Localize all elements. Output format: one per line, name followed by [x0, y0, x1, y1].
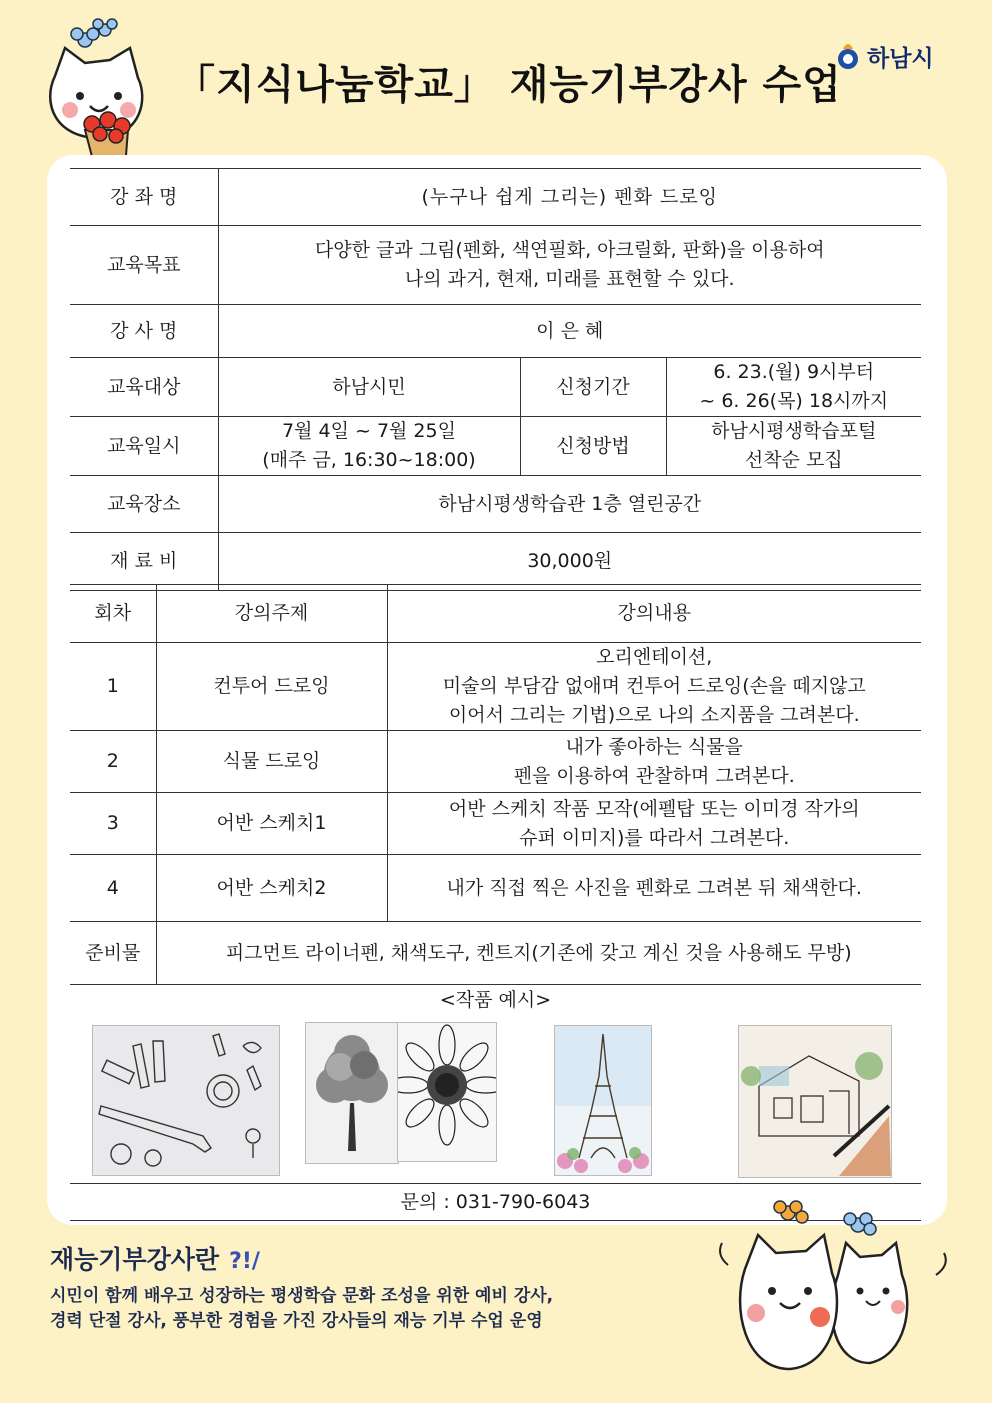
- method-value: [666, 417, 921, 476]
- example-contour-drawing-image: [92, 1025, 280, 1176]
- table-row: [70, 855, 921, 922]
- table-header-row: [70, 585, 921, 643]
- footer-title-mark: ?!/: [229, 1249, 260, 1274]
- place-label: 교육장소: [70, 476, 218, 533]
- datetime-label: 교육일시: [70, 417, 218, 476]
- session-content: [387, 731, 921, 793]
- goal-line: 다양한 글과 그림(펜화, 색연필화, 아크릴화, 판화)을 이용하여: [314, 239, 825, 261]
- examples-label: <작품 예시>: [439, 989, 552, 1011]
- prep-label: 준비물: [70, 922, 156, 985]
- session-number: 1: [70, 643, 156, 731]
- fee-value: 30,000원: [218, 533, 921, 591]
- period-line: ~ 6. 26(목) 18시까지: [699, 390, 889, 412]
- table-row: [70, 417, 921, 476]
- table-row: [70, 533, 921, 591]
- instructor-value: 이 은 혜: [218, 305, 921, 358]
- target-label: 교육대상: [70, 358, 218, 417]
- footer-description-line: 시민이 함께 배우고 성장하는 평생학습 문화 조성을 위한 예비 강사,: [50, 1286, 554, 1306]
- example-sunflower-drawing-image: [397, 1022, 497, 1162]
- contact-info: 문의 : 031-790-6043: [70, 1183, 921, 1221]
- session-topic: 식물 드로잉: [156, 731, 387, 793]
- session-content: [387, 793, 921, 855]
- session-topic: 어반 스케치1: [156, 793, 387, 855]
- footer-title: [50, 1240, 260, 1276]
- content-line: 내가 좋아하는 식물을: [565, 735, 743, 758]
- content-line: 슈퍼 이미지)를 따라서 그려본다.: [519, 826, 790, 849]
- method-line: 하남시평생학습포털: [711, 420, 877, 442]
- topic-header: 강의주제: [156, 585, 387, 643]
- content-line: 오리엔테이션,: [596, 646, 713, 668]
- waving-mascots-illustration: [710, 1195, 960, 1385]
- period-line: 6. 23.(월) 9시부터: [713, 361, 875, 383]
- footer-title-text: 재능기부강사란: [50, 1245, 220, 1274]
- table-row: [70, 358, 921, 417]
- city-logo: [835, 38, 934, 74]
- prep-value: 피그먼트 라이너펜, 채색도구, 켄트지(기존에 갖고 계신 것을 사용해도 무방): [156, 922, 921, 985]
- table-row: [70, 226, 921, 305]
- period-label: 신청기간: [520, 358, 666, 417]
- table-row: [70, 169, 921, 226]
- table-row: [70, 922, 921, 985]
- footer-description-line: 경력 단절 강사, 풍부한 경험을 가진 강사들의 재능 기부 수업 운영: [50, 1311, 543, 1331]
- instructor-label: 강 사 명: [70, 305, 218, 358]
- course-name-value: (누구나 쉽게 그리는) 펜화 드로잉: [218, 169, 921, 226]
- content-line: 어반 스케치 작품 모작(에펠탑 또는 이미경 작가의: [448, 797, 860, 820]
- target-value: 하남시민: [218, 358, 520, 417]
- hanam-logo-icon: [835, 41, 861, 71]
- table-row: [70, 643, 921, 731]
- goal-line: 나의 과거, 현재, 미래를 표현할 수 있다.: [404, 268, 735, 290]
- session-number: 4: [70, 855, 156, 922]
- content-line: 펜을 이용하여 관찰하며 그려본다.: [513, 764, 795, 787]
- place-value: 하남시평생학습관 1층 열린공간: [218, 476, 921, 533]
- table-row: [70, 476, 921, 533]
- session-number: 3: [70, 793, 156, 855]
- mascot-with-flowers-illustration: [30, 18, 170, 168]
- example-urban-sketch-image: [738, 1025, 892, 1178]
- datetime-line: (매주 금, 16:30~18:00): [262, 449, 476, 471]
- example-eiffel-tower-image: [554, 1025, 652, 1176]
- example-tree-drawing-image: [305, 1022, 399, 1164]
- course-name-label: 강 좌 명: [70, 169, 218, 226]
- course-info-table: [70, 168, 921, 591]
- session-topic: 어반 스케치2: [156, 855, 387, 922]
- session-content: [387, 855, 921, 922]
- table-row: [70, 793, 921, 855]
- page-title: 「지식나눔학교」 재능기부강사 수업: [175, 62, 842, 108]
- content-line: 이어서 그리는 기법)으로 나의 소지품을 그려본다.: [448, 704, 860, 726]
- datetime-value: [218, 417, 520, 476]
- content-line: 미술의 부담감 없애며 컨투어 드로잉(손을 떼지않고: [442, 675, 866, 697]
- session-header: 회차: [70, 585, 156, 643]
- fee-label: 재 료 비: [70, 533, 218, 591]
- period-value: [666, 358, 921, 417]
- session-number: 2: [70, 731, 156, 793]
- session-content: [387, 643, 921, 731]
- table-row: [70, 305, 921, 358]
- session-topic: 컨투어 드로잉: [156, 643, 387, 731]
- method-label: 신청방법: [520, 417, 666, 476]
- content-header: 강의내용: [387, 585, 921, 643]
- method-line: 선착순 모집: [744, 449, 843, 471]
- content-line: 내가 직접 찍은 사진을 펜화로 그려본 뒤 채색한다.: [446, 876, 862, 899]
- datetime-line: 7월 4일 ~ 7월 25일: [282, 420, 456, 442]
- goal-value: [218, 226, 921, 305]
- lecture-schedule-table: [70, 584, 921, 985]
- table-row: [70, 731, 921, 793]
- logo-text: 하남시: [867, 45, 934, 72]
- goal-label: 교육목표: [70, 226, 218, 305]
